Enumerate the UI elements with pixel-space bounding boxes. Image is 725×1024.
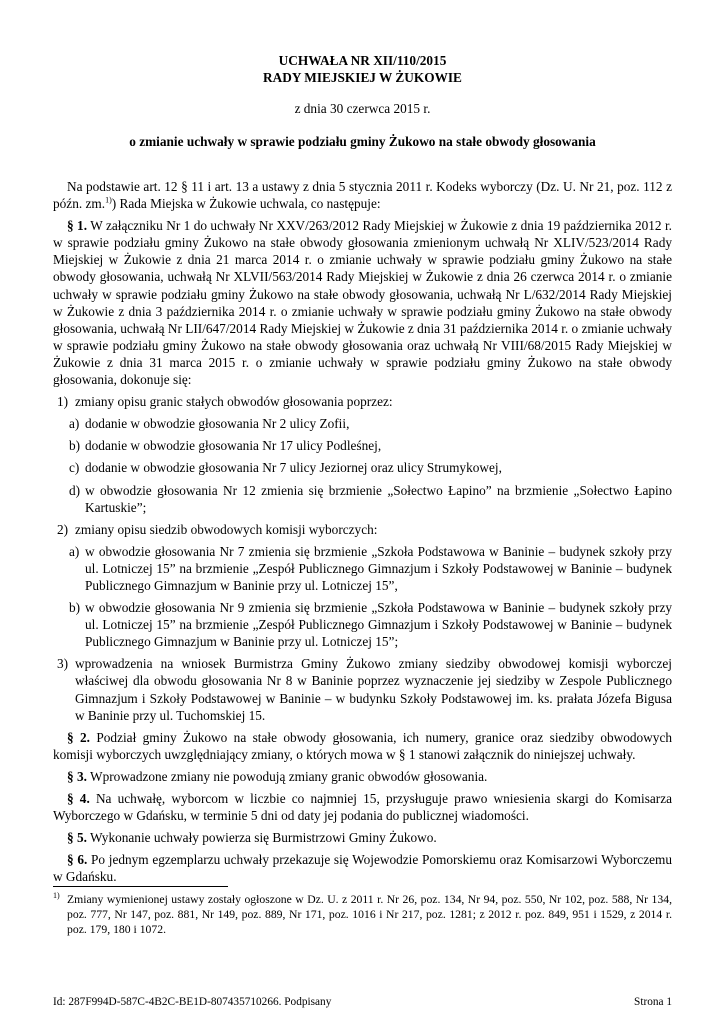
point-1-d: d) w obwodzie głosowania Nr 12 zmienia się brzmienie „Sołectwo Łapino” na brzmienie „Sołectwo Łapino Kartuskie”; xyxy=(69,482,672,515)
paragraph-3: § 3. Wprowadzone zmiany nie powodują zmiany granic obwodów głosowania. xyxy=(67,768,488,784)
point-2-a: a) w obwodzie głosowania Nr 7 zmienia się brzmienie „Szkoła Podstawowa w Baninie – budynek szkoły przy ul. Lotniczej 15” na brzmienie „Zespół Publicznego Gimnazjum i Szkoły Podstawowej w Baninie – budynek Publicznego Gimnazjum w Baninie przy ul. Lotniczej 15”, xyxy=(69,543,672,593)
page-number: Strona 1 xyxy=(634,996,672,1008)
resolution-date: z dnia 30 czerwca 2015 r. xyxy=(294,101,431,116)
point-2: 2) zmiany opisu siedzib obwodowych komisji wyborczych: xyxy=(57,521,378,537)
point-1-c: c) dodanie w obwodzie głosowania Nr 7 ulicy Jeziornej oraz ulicy Strumykowej, xyxy=(69,460,502,476)
paragraph-1: § 1. W załączniku Nr 1 do uchwały Nr XXV/263/2012 Rady Miejskiej w Żukowie z dnia 19 października 2012 r. w sprawie podziału gminy Żukowo na stałe obwody głosowania zmienionym uchwałą Nr XLIV/523/2014 Rady Miejskiej w Żukowie z dnia 21 marca 2014 r. o zmianie uchwały w sprawie podziału gminy Żukowo na stałe obwody głosowania, uchwałą Nr XLVII/563/2014 Rady Miejskiej w Żukowie z dnia 26 czerwca 2014 r. o zmianie uchwały w sprawie podziału gminy Żukowo na stałe obwody głosowania, uchwałą Nr L/632/2014 Rady Miejskiej w Żukowie z dnia 3 października 2014 r. o zmianie uchwały w sprawie podziału gminy Żukowo na stałe obwody głosowania, uchwałą Nr LII/647/2014 Rady Miejskiej w Żukowie z dnia 31 października 2014 r. o zmianie uchwały w sprawie podziału gminy Żukowo na stałe obwody głosowania oraz uchwałą Nr VIII/68/2015 Rady Miejskiej w Żukowie z dnia 31 marca 2015 r. o zmianie uchwały w sprawie podziału gminy Żukowo na stałe obwody głosowania, dokonuje się: xyxy=(53,218,672,388)
preamble: Na podstawie art. 12 § 11 i art. 13 a ustawy z dnia 5 stycznia 2011 r. Kodeks wyborczy (Dz. U. Nr 21, poz. 112 z późn. zm.$^{1)}$) Rada Miejska w Żukowie uchwala, co następuje: xyxy=(53,179,672,212)
resolution-title xyxy=(0,52,725,86)
footnote: $^{1)}$ Zmiany wymienionej ustawy zostały ogłoszone w Dz. U. z 2011 r. Nr 26, poz. 134, Nr 94, poz. 550, Nr 102, poz. 588, Nr 134, poz. 777, Nr 147, poz. 881, Nr 149, poz. 889, Nr 171, poz. 1016 i Nr 217, poz. 1281; z 2012 r. poz. 849, 951 i 1529, z 2014 r. poz. 179, 180 i 1072. xyxy=(53,891,672,936)
point-2-b: b) w obwodzie głosowania Nr 9 zmienia się brzmienie „Szkoła Podstawowa w Baninie – budynek szkoły przy ul. Lotniczej 15” na brzmienie „Zespół Publicznego Gimnazjum i Szkoły Podstawowej w Baninie – budynek Publicznego Gimnazjum w Baninie przy ul. Lotniczej 15”; xyxy=(69,600,672,650)
paragraph-6: § 6. Po jednym egzemplarzu uchwały przekazuje się Wojewodzie Pomorskiemu oraz Komisarzowi Wyborczemu w Gdańsku. xyxy=(53,852,673,885)
footnote-ref: 1) xyxy=(105,195,112,205)
paragraph-label: § 1. xyxy=(67,218,88,234)
point-1: 1) zmiany opisu granic stałych obwodów głosowania poprzez: xyxy=(57,394,393,410)
point-3: 3) wprowadzenia na wniosek Burmistrza Gminy Żukowo zmiany siedziby obwodowej komisji wyborczej właściwej dla obwodu głosowania Nr 8 w Baninie poprzez wyznaczenie jej siedziby w Zespole Publicznego Gimnazjum i Szkoły Podstawowej w Baninie – w budynku Szkoły Podstawowej im. ks. prałata Józefa Bigusa w Baninie przy ul. Tuchomskiej 15. xyxy=(57,656,672,723)
point-1-a: a) dodanie w obwodzie głosowania Nr 2 ulicy Zofii, xyxy=(69,416,350,432)
resolution-subject: o zmianie uchwały w sprawie podziału gminy Żukowo na stałe obwody głosowania xyxy=(129,134,596,149)
paragraph-5: § 5. Wykonanie uchwały powierza się Burmistrzowi Gminy Żukowo. xyxy=(67,830,437,846)
title-line-1: UCHWAŁA NR XII/110/2015 xyxy=(278,53,447,68)
paragraph-4: § 4. Na uchwałę, wyborcom w liczbie co najmniej 15, przysługuje prawo wniesienia skargi do Komisarza Wyborczego w Gdańsku, w terminie 5 dni od daty jej podania do publicznej wiadomości. xyxy=(53,791,672,824)
title-line-2: RADY MIEJSKIEJ W ŻUKOWIE xyxy=(263,70,462,86)
footnote-divider xyxy=(53,886,228,887)
point-1-b: b) dodanie w obwodzie głosowania Nr 17 ulicy Podleśnej, xyxy=(69,438,382,454)
body-text xyxy=(53,178,672,885)
document-id: Id: 287F994D-587C-4B2C-BE1D-807435710266. Podpisany xyxy=(53,996,332,1008)
paragraph-2: § 2. Podział gminy Żukowo na stałe obwody głosowania, ich numery, granice oraz siedziby obwodowych komisji wyborczych uwzględniający zmiany, o których mowa w § 1 stanowi załącznik do niniejszej uchwały. xyxy=(53,729,672,762)
